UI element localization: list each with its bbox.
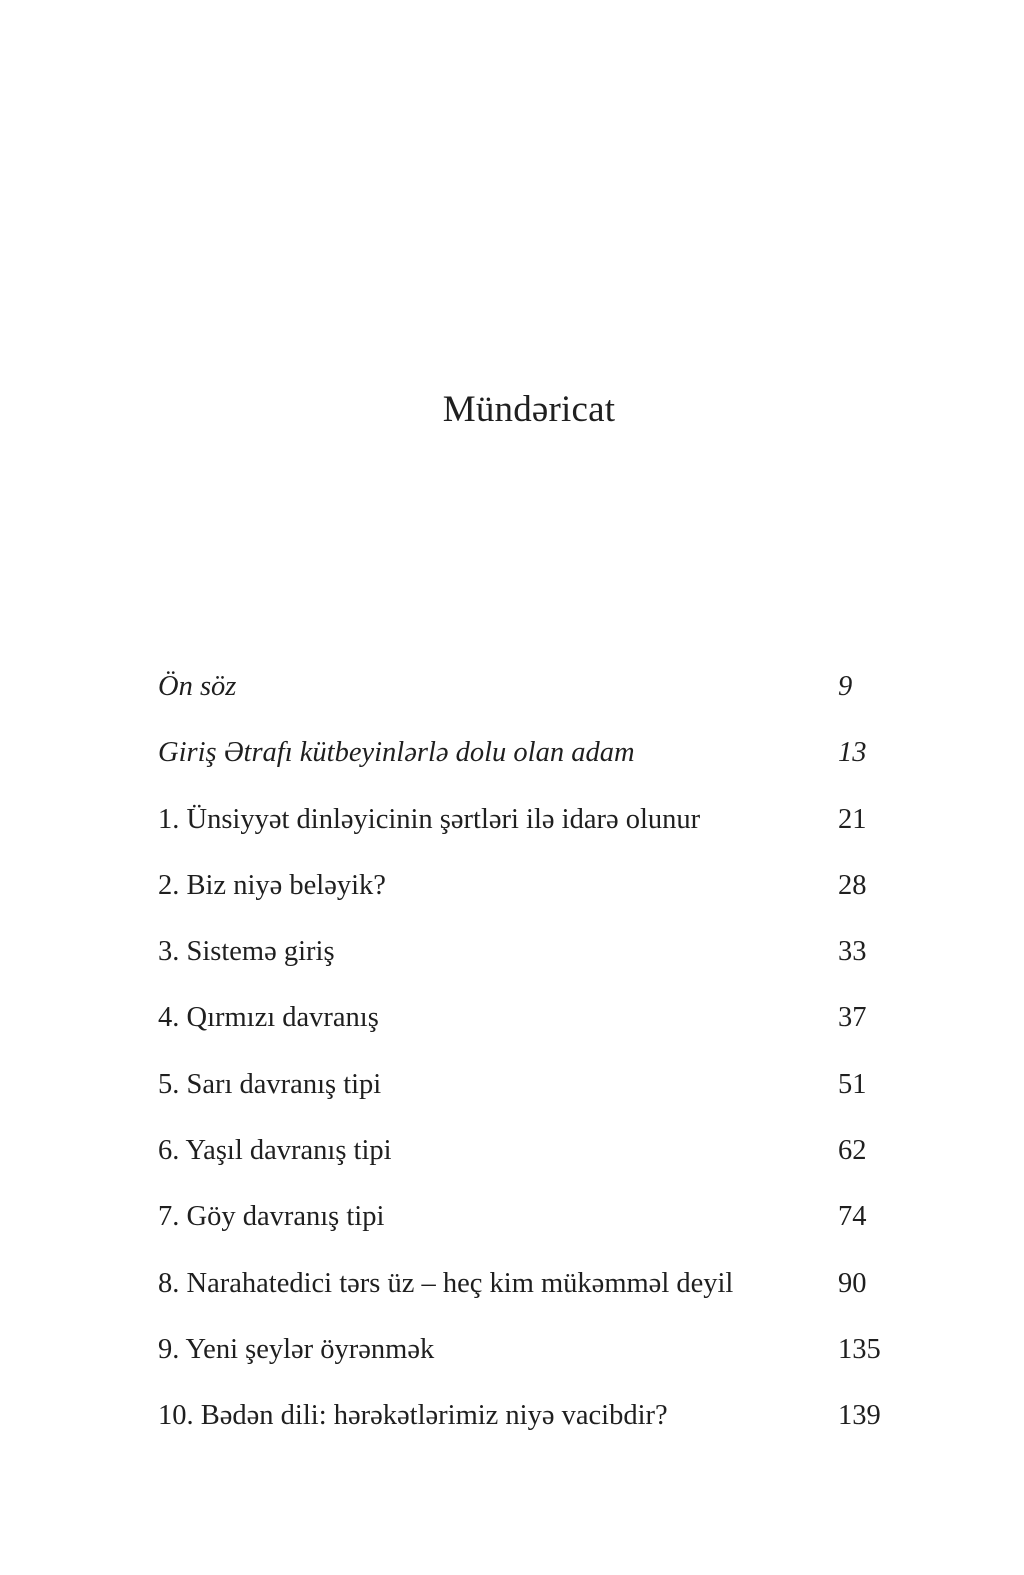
toc-entry-chapter-1 bbox=[158, 797, 898, 863]
toc-entry-title: 3. Sistemə giriş bbox=[158, 936, 335, 968]
toc-entry-page: 28 bbox=[838, 869, 867, 901]
toc-entry-page: 90 bbox=[838, 1267, 867, 1299]
toc-entry-title: 6. Yaşıl davranış tipi bbox=[158, 1135, 392, 1167]
toc-entry-chapter-6 bbox=[158, 1128, 898, 1194]
toc-entry-title: 1. Ünsiyyət dinləyicinin şərtləri ilə idarə olunur bbox=[158, 803, 701, 835]
toc-entry-page: 51 bbox=[838, 1068, 867, 1100]
toc-entry-chapter-3 bbox=[158, 929, 898, 995]
toc-entry-page: 62 bbox=[838, 1135, 867, 1167]
toc-entry-introduction bbox=[158, 730, 898, 796]
table-of-contents bbox=[158, 664, 898, 1460]
toc-entry-title: Ön söz bbox=[158, 671, 237, 702]
toc-entry-title: Giriş Ətrafı kütbeyinlərlə dolu olan adam bbox=[158, 737, 635, 769]
toc-entry-chapter-7 bbox=[158, 1194, 898, 1260]
toc-entry-title: 7. Göy davranış tipi bbox=[158, 1201, 385, 1233]
page-title: Mündəricat bbox=[442, 389, 616, 430]
toc-entry-page: 74 bbox=[838, 1201, 867, 1233]
toc-entry-page: 139 bbox=[838, 1400, 881, 1432]
toc-entry-page: 13 bbox=[838, 737, 867, 769]
toc-entry-chapter-2 bbox=[158, 863, 898, 929]
toc-entry-page: 21 bbox=[838, 803, 867, 835]
toc-entry-page: 9 bbox=[838, 671, 853, 702]
toc-entry-page: 33 bbox=[838, 936, 867, 968]
toc-entry-title: 9. Yeni şeylər öyrənmək bbox=[158, 1333, 435, 1365]
toc-entry-title: 8. Narahatedici tərs üz – heç kim mükəmməl deyil bbox=[158, 1267, 734, 1299]
toc-entry-chapter-4 bbox=[158, 995, 898, 1061]
toc-entry-title: 5. Sarı davranış tipi bbox=[158, 1068, 382, 1100]
toc-entry-title: 4. Qırmızı davranış bbox=[158, 1002, 379, 1034]
toc-entry-chapter-9 bbox=[158, 1327, 898, 1393]
toc-entry-chapter-8 bbox=[158, 1261, 898, 1327]
toc-entry-preface bbox=[158, 664, 898, 730]
toc-entry-chapter-5 bbox=[158, 1062, 898, 1128]
toc-entry-title: 10. Bədən dili: hərəkətlərimiz niyə vacibdir? bbox=[158, 1400, 668, 1432]
toc-entry-title: 2. Biz niyə beləyik? bbox=[158, 869, 386, 901]
toc-entry-page: 135 bbox=[838, 1333, 881, 1365]
toc-entry-chapter-10 bbox=[158, 1393, 898, 1459]
toc-entry-page: 37 bbox=[838, 1002, 867, 1034]
